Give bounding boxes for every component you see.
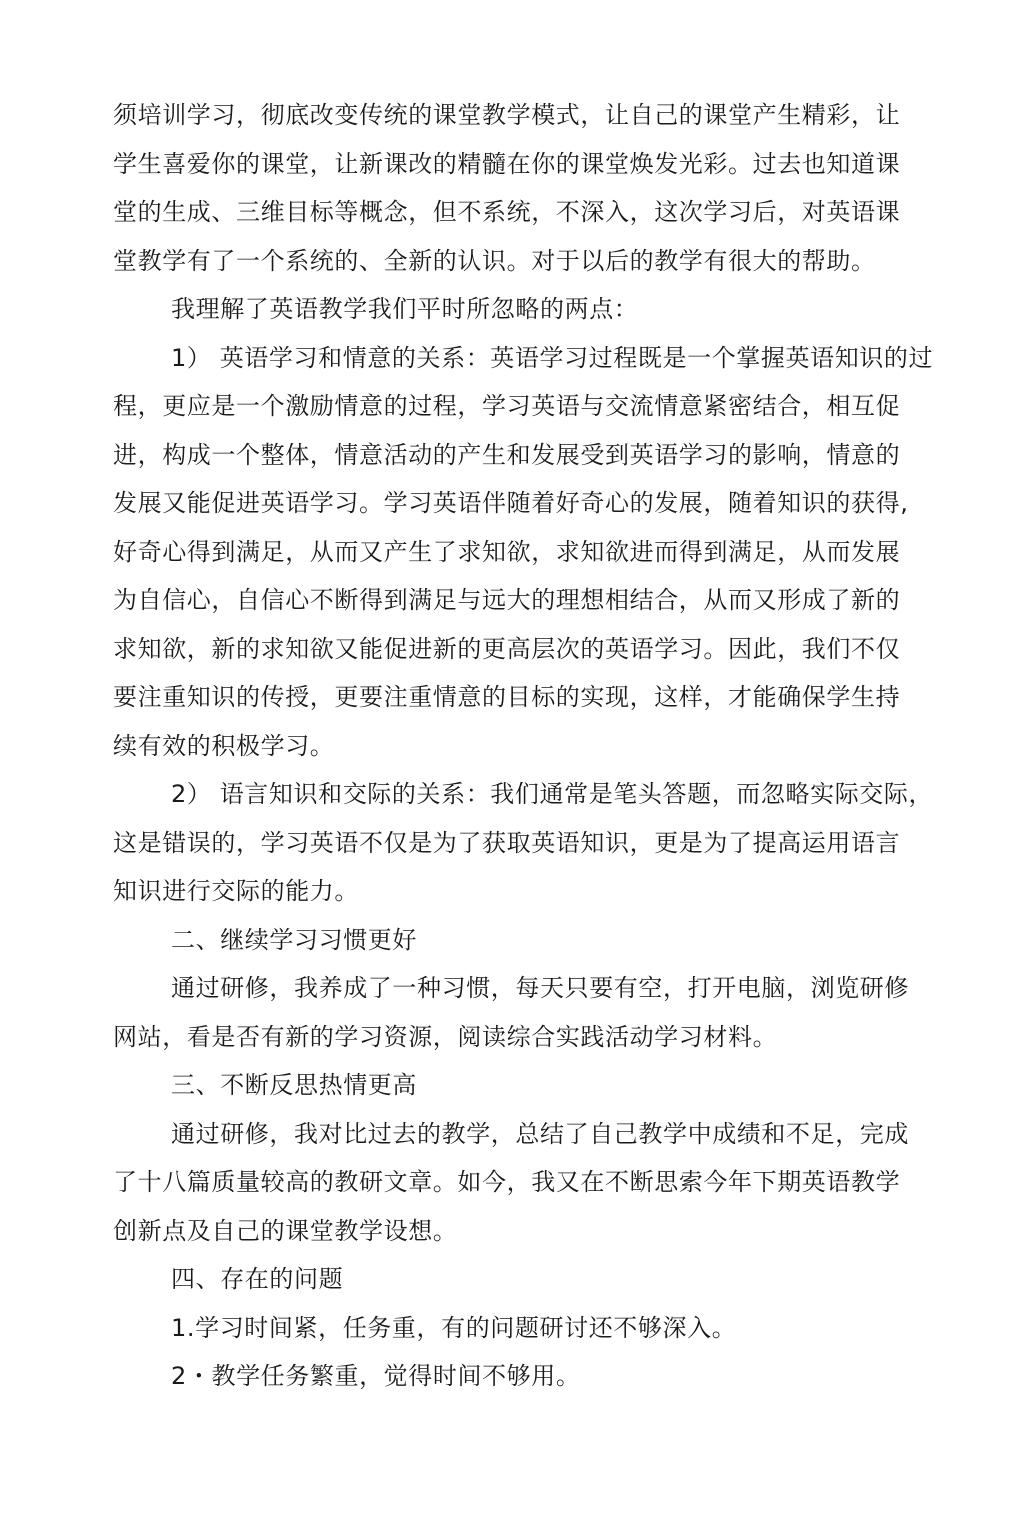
text-line-12: 求知欲，新的求知欲又能促进新的更高层次的英语学习。因此，我们不仅 (113, 634, 901, 663)
text-line-4: 堂教学有了一个系统的、全新的认识。对于以后的教学有很大的帮助。 (113, 246, 876, 275)
text-line-24: 创新点及自己的课堂教学设想。 (113, 1216, 458, 1245)
text-line-22: 通过研修，我对比过去的教学，总结了自己教学中成绩和不足，完成 (171, 1119, 909, 1148)
text-line-10: 好奇心得到满足，从而又产生了求知欲，求知欲进而得到满足，从而发展 (113, 537, 901, 566)
section-heading-3: 三、不断反思热情更高 (171, 1071, 417, 1099)
text-line-3: 堂的生成、三维目标等概念，但不系统，不深入，这次学习后，对英语课 (113, 198, 901, 226)
text-line-11: 为自信心，自信心不断得到满足与远大的理想相结合，从而又形成了新的 (113, 586, 901, 614)
text-line-15: 2） 语言知识和交际的关系：我们通常是笔头答题，而忽略实际交际， (171, 780, 934, 808)
text-line-5: 我理解了英语教学我们平时所忽略的两点： (171, 295, 639, 323)
text-line-6: 1） 英语学习和情意的关系：英语学习过程既是一个掌握英语知识的过 (171, 343, 934, 372)
list-item-1: 1.学习时间紧，任务重，有的问题研讨还不够深入。 (171, 1313, 737, 1342)
text-line-1: 须培训学习，彻底改变传统的课堂教学模式，让自己的课堂产生精彩，让 (113, 101, 901, 129)
section-heading-4: 四、存在的问题 (171, 1265, 344, 1293)
text-line-17: 知识进行交际的能力。 (113, 877, 359, 905)
text-line-13: 要注重知识的传授，更要注重情意的目标的实现，这样，才能确保学生持 (113, 683, 901, 711)
document-body (113, 91, 934, 1401)
text-line-8: 进，构成一个整体，情意活动的产生和发展受到英语学习的影响，情意的 (113, 440, 901, 469)
text-line-14: 续有效的积极学习。 (113, 731, 335, 760)
text-line-9: 发展又能促进英语学习。学习英语伴随着好奇心的发展，随着知识的获得, (113, 489, 909, 517)
text-line-16: 这是错误的，学习英语不仅是为了获取英语知识，更是为了提高运用语言 (113, 828, 901, 857)
text-line-20: 网站，看是否有新的学习资源，阅读综合实践活动学习材料。 (113, 1022, 778, 1051)
text-line-19: 通过研修，我养成了一种习惯，每天只要有空，打开电脑，浏览研修 (171, 974, 909, 1002)
text-line-7: 程，更应是一个激励情意的过程，学习英语与交流情意紧密结合，相互促 (113, 392, 901, 420)
section-heading-2: 二、继续学习习惯更好 (171, 925, 417, 954)
text-line-2: 学生喜爱你的课堂，让新课改的精髓在你的课堂焕发光彩。过去也知道课 (113, 149, 901, 178)
text-line-23: 了十八篇质量较高的教研文章。如今，我又在不断思索今年下期英语教学 (113, 1168, 901, 1196)
list-item-2: 2・教学任务繁重，觉得时间不够用。 (171, 1362, 581, 1390)
